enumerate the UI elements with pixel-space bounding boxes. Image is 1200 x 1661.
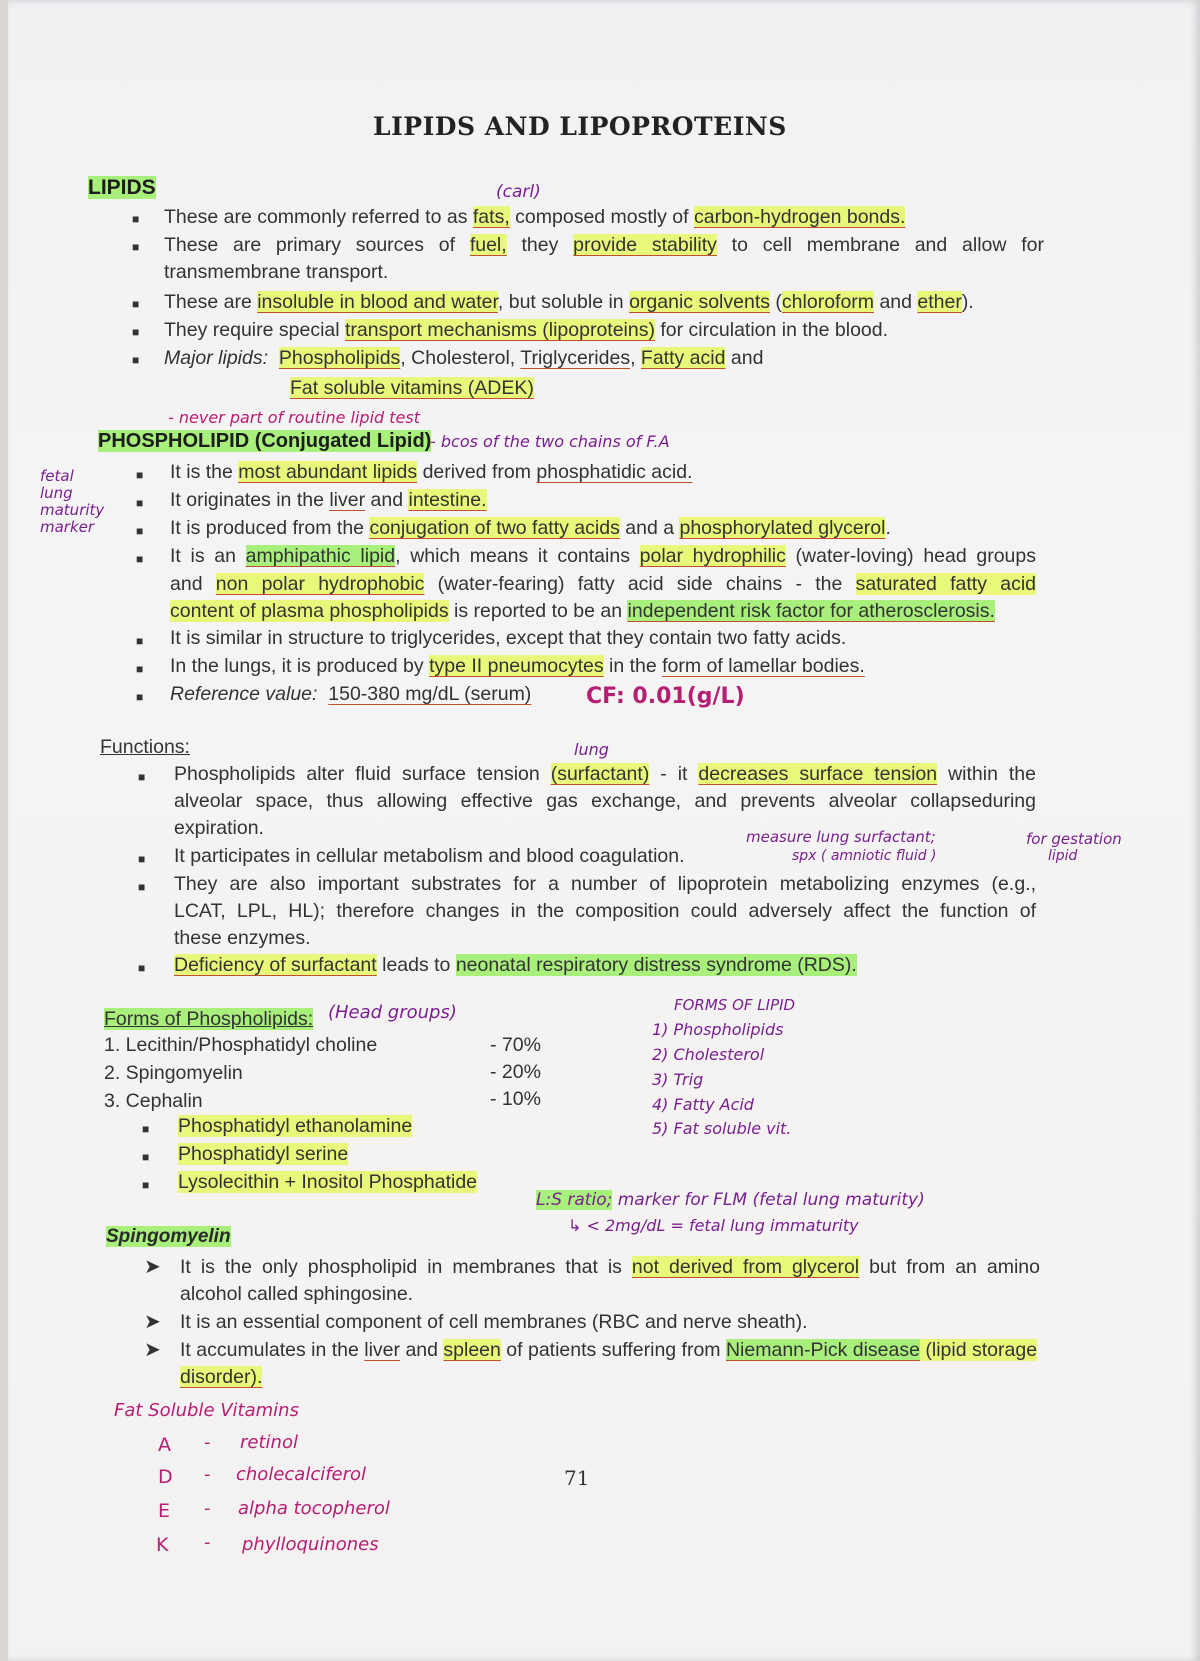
functions-bullet-3-line2: LCAT, LPL, HL); therefore changes in the composition could adversely affect the function of bbox=[174, 900, 1036, 922]
lipids-bullet-2-line1: These are primary sources of fuel, they provide stability to cell membrane and allow for bbox=[164, 234, 1045, 256]
lipids-bullet-5: Major lipids: Phospholipids, Cholesterol, Triglycerides, Fatty acid and bbox=[164, 347, 764, 369]
cephalin-sub-2: Phosphatidyl serine bbox=[178, 1143, 349, 1165]
cephalin-sub-1: Phosphatidyl ethanolamine bbox=[178, 1115, 413, 1137]
functions-bullet-4: Deficiency of surfactant leads to neonatal respiratory distress syndrome (RDS). bbox=[174, 954, 857, 976]
lipids-bullet-5-line2: Fat soluble vitamins (ADEK) bbox=[290, 377, 534, 399]
spingomyelin-bullet-3-line2: disorder). bbox=[180, 1366, 263, 1388]
functions-bullet-3-line3: these enzymes. bbox=[174, 927, 311, 949]
bullet: ■ bbox=[142, 1122, 150, 1136]
form-item-cephalin: 3. Cephalin bbox=[104, 1090, 203, 1112]
handwritten-note-carl: (carl) bbox=[496, 182, 541, 202]
forms-heading: Forms of Phospholipids: bbox=[104, 1008, 314, 1030]
handwritten-note-for-gestation: for gestation bbox=[1026, 830, 1122, 848]
bullet: ■ bbox=[132, 240, 140, 254]
vitamin-letter-e: E bbox=[158, 1500, 171, 1522]
lipids-bullet-3: These are insoluble in blood and water, but soluble in organic solvents (chloroform and ether). bbox=[164, 291, 974, 313]
bullet: ■ bbox=[136, 496, 144, 510]
bullet: ■ bbox=[136, 662, 144, 676]
bullet: ■ bbox=[138, 961, 146, 975]
phospholipid-heading: PHOSPHOLIPID (Conjugated Lipid) bbox=[98, 430, 432, 452]
lipids-bullet-2-line2: transmembrane transport. bbox=[164, 261, 389, 283]
phospholipid-bullet-4-line3: content of plasma phospholipids is reported to be an independent risk factor for atherosclerosis. bbox=[170, 600, 995, 622]
functions-bullet-2: It participates in cellular metabolism and blood coagulation. bbox=[174, 845, 685, 867]
phospholipid-bullet-3: It is produced from the conjugation of two fatty acids and a phosphorylated glycerol. bbox=[170, 517, 891, 539]
bullet: ■ bbox=[136, 634, 144, 648]
cephalin-sub-3: Lysolecithin + Inositol Phosphatide bbox=[178, 1171, 478, 1193]
bullet: ■ bbox=[136, 552, 144, 566]
bullet: ■ bbox=[132, 212, 140, 226]
functions-heading: Functions: bbox=[100, 736, 190, 758]
lipids-bullet-4: They require special transport mechanisms (lipoproteins) for circulation in the blood. bbox=[164, 319, 889, 341]
page-number: 71 bbox=[564, 1466, 590, 1490]
form-pct-cephalin: - 10% bbox=[490, 1088, 541, 1110]
bullet: ■ bbox=[132, 297, 140, 311]
functions-bullet-3-line1: They are also important substrates for a number of lipoprotein metabolizing enzymes (e.g., bbox=[174, 873, 1036, 895]
arrow-bullet: ➤ bbox=[144, 1256, 161, 1278]
functions-bullet-1-line1: Phospholipids alter fluid surface tension (surfactant) - it decreases surface tension within the bbox=[174, 763, 1036, 785]
vitamin-dash: - bbox=[204, 1432, 211, 1453]
spingomyelin-bullet-1-line1: It is the only phospholipid in membranes that is not derived from glycerol but from an amino bbox=[180, 1256, 1040, 1278]
spingomyelin-bullet-3-line1: It accumulates in the liver and spleen of patients suffering from Niemann-Pick disease (lipid storage bbox=[180, 1339, 1038, 1361]
bullet: ■ bbox=[142, 1178, 150, 1192]
handwritten-note-cf: CF: 0.01(g/L) bbox=[586, 684, 745, 709]
handwritten-note-lung: lung bbox=[574, 740, 609, 759]
handwritten-note-spx: spx ( amniotic fluid ) bbox=[792, 848, 937, 864]
bullet: ■ bbox=[132, 353, 140, 367]
document-page bbox=[8, 0, 1200, 1661]
phospholipid-bullet-6: In the lungs, it is produced by type II pneumocytes in the form of lamellar bodies. bbox=[170, 655, 865, 677]
vitamin-dash: - bbox=[204, 1498, 211, 1519]
lipids-heading: LIPIDS bbox=[88, 176, 156, 199]
vitamin-letter-d: D bbox=[158, 1466, 173, 1488]
form-item-lecithin: 1. Lecithin/Phosphatidyl choline bbox=[104, 1034, 378, 1056]
form-item-spingomyelin: 2. Spingomyelin bbox=[104, 1062, 243, 1084]
phospholipid-bullet-5: It is similar in structure to triglycerides, except that they contain two fatty acids. bbox=[170, 627, 847, 649]
phospholipid-bullet-4-line1: It is an amphipathic lipid, which means it contains polar hydrophilic (water-loving) head groups bbox=[170, 545, 1036, 567]
phospholipid-bullet-2: It originates in the liver and intestine. bbox=[170, 489, 487, 511]
handwritten-ls-ratio-line1: L:S ratio; marker for FLM (fetal lung maturity) bbox=[536, 1190, 925, 1210]
handwritten-note-measure: measure lung surfactant; bbox=[746, 828, 936, 846]
phospholipid-bullet-4-line2: and non polar hydrophobic (water-fearing) fatty acid side chains - the saturated fatty acid bbox=[170, 573, 1036, 595]
handwritten-forms-item-2: 2) Cholesterol bbox=[652, 1045, 765, 1064]
phospholipid-bullet-1: It is the most abundant lipids derived from phosphatidic acid. bbox=[170, 461, 693, 483]
spingomyelin-heading: Spingomyelin bbox=[106, 1226, 231, 1247]
phospholipid-bullet-7: Reference value: 150-380 mg/dL (serum) bbox=[170, 683, 532, 705]
arrow-bullet: ➤ bbox=[144, 1339, 161, 1361]
page-title: LIPIDS AND LIPOPROTEINS bbox=[373, 112, 787, 141]
vitamin-letter-k: K bbox=[156, 1534, 169, 1556]
handwritten-forms-item-3: 3) Trig bbox=[652, 1070, 704, 1089]
handwritten-note-fatty-chains: - bcos of the two chains of F.A bbox=[430, 432, 670, 451]
handwritten-ls-ratio-line2: ↳ < 2mg/dL = fetal lung immaturity bbox=[568, 1216, 859, 1235]
margin-note-fetal-lung: fetal lung maturity marker bbox=[40, 467, 105, 536]
functions-bullet-1-line3: expiration. bbox=[174, 817, 264, 839]
bullet: ■ bbox=[138, 880, 146, 894]
vitamin-letter-a: A bbox=[158, 1434, 171, 1456]
spingomyelin-bullet-1-line2: alcohol called sphingosine. bbox=[180, 1283, 414, 1305]
handwritten-forms-of-lipid-title: FORMS OF LIPID bbox=[674, 996, 796, 1014]
bullet: ■ bbox=[136, 468, 144, 482]
bullet: ■ bbox=[136, 690, 144, 704]
handwritten-forms-item-1: 1) Phospholipids bbox=[652, 1020, 784, 1039]
handwritten-forms-item-5: 5) Fat soluble vit. bbox=[652, 1119, 792, 1138]
bullet: ■ bbox=[142, 1150, 150, 1164]
bullet: ■ bbox=[132, 325, 140, 339]
bullet: ■ bbox=[138, 852, 146, 866]
vitamin-dash: - bbox=[204, 1532, 211, 1553]
form-pct-lecithin: - 70% bbox=[490, 1034, 541, 1056]
bullet: ■ bbox=[138, 770, 146, 784]
handwritten-note-head-groups: (Head groups) bbox=[328, 1002, 457, 1023]
lipids-bullet-1: These are commonly referred to as fats, composed mostly of carbon-hydrogen bonds. bbox=[164, 206, 906, 228]
handwritten-note-never-part: - never part of routine lipid test bbox=[168, 408, 420, 427]
handwritten-forms-item-4: 4) Fatty Acid bbox=[652, 1095, 754, 1114]
vitamin-dash: - bbox=[204, 1464, 211, 1485]
handwritten-vitamins-title: Fat Soluble Vitamins bbox=[114, 1400, 299, 1421]
functions-bullet-1-line2: alveolar space, thus allowing effective gas exchange, and prevents alveolar collapseduring bbox=[174, 790, 1036, 812]
spingomyelin-bullet-2: It is an essential component of cell membranes (RBC and nerve sheath). bbox=[180, 1311, 808, 1333]
vitamin-name-a: retinol bbox=[240, 1432, 298, 1453]
vitamin-name-e: alpha tocopherol bbox=[238, 1498, 390, 1519]
arrow-bullet: ➤ bbox=[144, 1311, 161, 1333]
vitamin-name-k: phylloquinones bbox=[242, 1534, 379, 1555]
vitamin-name-d: cholecalciferol bbox=[236, 1464, 367, 1485]
form-pct-spingomyelin: - 20% bbox=[490, 1061, 541, 1083]
bullet: ■ bbox=[136, 524, 144, 538]
handwritten-note-lipid: lipid bbox=[1048, 848, 1078, 864]
